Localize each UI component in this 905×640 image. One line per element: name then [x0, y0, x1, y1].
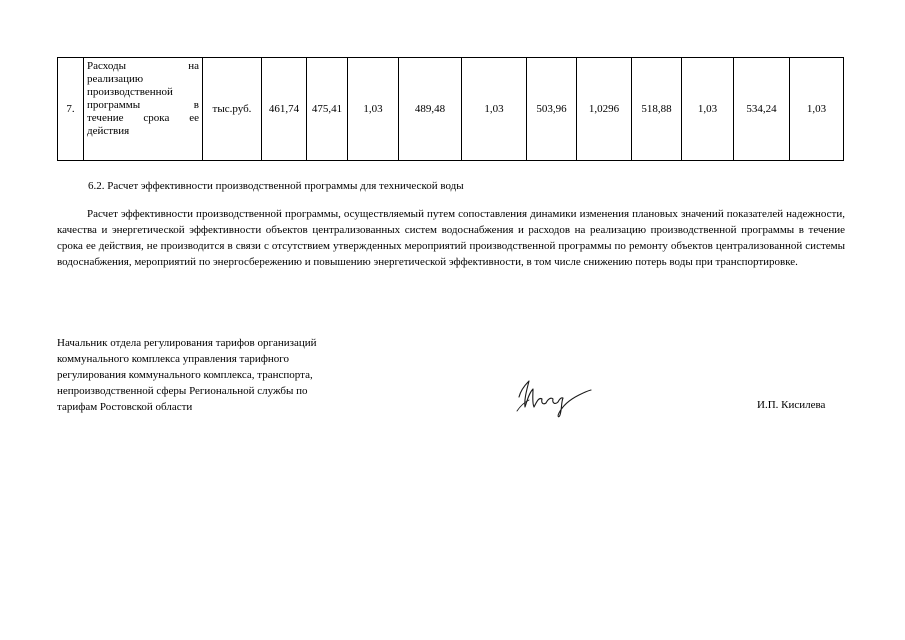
row-name-line: Расходы на	[87, 60, 199, 72]
signatory-title	[57, 335, 367, 415]
section-title: 6.2. Расчет эффективности производственной программы для технической воды	[88, 180, 464, 192]
signatory-title-line: непроизводственной сферы Региональной службы по	[57, 385, 308, 397]
row-number: 7.	[58, 58, 84, 161]
value-cell: 475,41	[307, 58, 348, 161]
signatory-title-line: регулирования коммунального комплекса, транспорта,	[57, 369, 313, 381]
value-cell: 489,48	[399, 58, 462, 161]
value-cell: 461,74	[262, 58, 307, 161]
signatory-title-line: Начальник отдела регулирования тарифов организаций	[57, 337, 317, 349]
value-cell: 518,88	[632, 58, 682, 161]
row-name-cell	[84, 58, 203, 161]
row-name-line: реализацию	[87, 73, 144, 85]
row-name-line: действия	[87, 125, 130, 137]
value-cell: 1,03	[790, 58, 844, 161]
row-name-line: программы в	[87, 99, 199, 111]
row-unit: тыс.руб.	[203, 58, 262, 161]
signatory-name: И.П. Кисилева	[757, 399, 826, 411]
signatory-title-line: коммунального комплекса управления тарифного	[57, 353, 289, 365]
value-cell: 1,03	[348, 58, 399, 161]
value-cell: 1,03	[462, 58, 527, 161]
signatory-title-line: тарифам Ростовской области	[57, 401, 193, 413]
value-cell: 534,24	[734, 58, 790, 161]
row-name-line: течение срока ее	[87, 112, 199, 124]
value-cell: 1,0296	[577, 58, 632, 161]
program-table	[57, 57, 844, 161]
row-name-line: производственной	[87, 86, 173, 98]
value-cell: 1,03	[682, 58, 734, 161]
handwritten-signature	[515, 375, 595, 420]
body-paragraph: Расчет эффективности производственной программы, осуществляемый путем сопоставления динамики изменения плановых значений показателей надежности, качества и энергетической эффективности объектов централизованных систем водоснабжения и расходов на реализацию производственной программы в течение срока ее действия, не производится в связи с отсутствием утвержденных мероприятий производственной программы по ремонту объектов централизованной системы водоснабжения, мероприятий по энергосбережению и повышению энергетической эффективности, в том числе снижению потерь воды при транспортировке.	[57, 208, 845, 268]
value-cell: 503,96	[527, 58, 577, 161]
table-row	[58, 58, 844, 161]
